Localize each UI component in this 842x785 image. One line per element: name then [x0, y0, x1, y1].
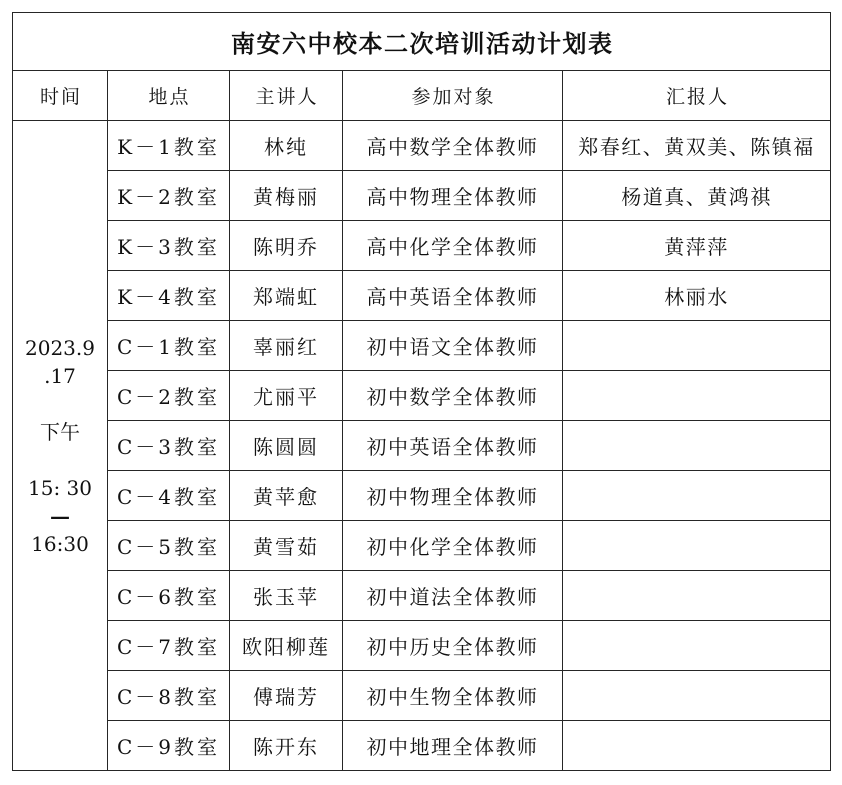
reporter-cell: 杨道真、黄鸿祺 — [563, 171, 831, 221]
location-cell: C－3教室 — [108, 421, 230, 471]
header-time: 时间 — [13, 71, 108, 121]
audience-cell: 初中历史全体教师 — [343, 621, 563, 671]
speaker-cell: 陈明乔 — [230, 221, 343, 271]
location-cell: C－9教室 — [108, 721, 230, 771]
header-location: 地点 — [108, 71, 230, 121]
reporter-cell — [563, 671, 831, 721]
location-cell: K－3教室 — [108, 221, 230, 271]
table-row — [13, 521, 831, 571]
location-cell: C－4教室 — [108, 471, 230, 521]
table-row — [13, 371, 831, 421]
location-cell: K－4教室 — [108, 271, 230, 321]
speaker-cell: 黄梅丽 — [230, 171, 343, 221]
table-row — [13, 221, 831, 271]
header-speaker: 主讲人 — [230, 71, 343, 121]
location-cell: C－2教室 — [108, 371, 230, 421]
table-row — [13, 121, 831, 171]
table-row — [13, 171, 831, 221]
speaker-cell: 郑端虹 — [230, 271, 343, 321]
time-date-line2: .17 — [44, 363, 76, 388]
time-spacer — [13, 446, 107, 474]
speaker-cell: 欧阳柳莲 — [230, 621, 343, 671]
header-audience: 参加对象 — [343, 71, 563, 121]
table-title: 南安六中校本二次培训活动计划表 — [13, 13, 831, 71]
audience-cell: 初中生物全体教师 — [343, 671, 563, 721]
audience-cell: 初中数学全体教师 — [343, 371, 563, 421]
reporter-cell — [563, 371, 831, 421]
table-row — [13, 671, 831, 721]
speaker-cell: 林纯 — [230, 121, 343, 171]
table-row — [13, 421, 831, 471]
header-reporter: 汇报人 — [563, 71, 831, 121]
audience-cell: 初中化学全体教师 — [343, 521, 563, 571]
time-end: 16:30 — [31, 531, 89, 556]
audience-cell: 初中道法全体教师 — [343, 571, 563, 621]
audience-cell: 高中英语全体教师 — [343, 271, 563, 321]
reporter-cell: 郑春红、黄双美、陈镇福 — [563, 121, 831, 171]
time-cell — [13, 121, 108, 771]
reporter-cell — [563, 521, 831, 571]
table-row — [13, 271, 831, 321]
speaker-cell: 黄雪茹 — [230, 521, 343, 571]
table-row — [13, 321, 831, 371]
time-period: 下午 — [40, 419, 80, 444]
location-cell: C－6教室 — [108, 571, 230, 621]
reporter-cell — [563, 471, 831, 521]
time-start: 15: 30 — [28, 475, 92, 500]
audience-cell: 高中物理全体教师 — [343, 171, 563, 221]
location-cell: C－1教室 — [108, 321, 230, 371]
reporter-cell — [563, 621, 831, 671]
audience-cell: 初中物理全体教师 — [343, 471, 563, 521]
audience-cell: 高中数学全体教师 — [343, 121, 563, 171]
reporter-cell — [563, 321, 831, 371]
time-separator: — — [50, 503, 70, 528]
speaker-cell: 尤丽平 — [230, 371, 343, 421]
header-row — [13, 71, 831, 121]
audience-cell: 高中化学全体教师 — [343, 221, 563, 271]
speaker-cell: 黄苹愈 — [230, 471, 343, 521]
audience-cell: 初中语文全体教师 — [343, 321, 563, 371]
location-cell: C－8教室 — [108, 671, 230, 721]
reporter-cell — [563, 571, 831, 621]
audience-cell: 初中地理全体教师 — [343, 721, 563, 771]
speaker-cell: 辜丽红 — [230, 321, 343, 371]
table-row — [13, 471, 831, 521]
location-cell: C－7教室 — [108, 621, 230, 671]
speaker-cell: 陈开东 — [230, 721, 343, 771]
title-row — [13, 13, 831, 71]
table-row — [13, 571, 831, 621]
location-cell: K－2教室 — [108, 171, 230, 221]
reporter-cell: 黄萍萍 — [563, 221, 831, 271]
audience-cell: 初中英语全体教师 — [343, 421, 563, 471]
speaker-cell: 陈圆圆 — [230, 421, 343, 471]
reporter-cell — [563, 421, 831, 471]
reporter-cell: 林丽水 — [563, 271, 831, 321]
speaker-cell: 傅瑞芳 — [230, 671, 343, 721]
table-row — [13, 621, 831, 671]
location-cell: C－5教室 — [108, 521, 230, 571]
location-cell: K－1教室 — [108, 121, 230, 171]
time-spacer — [13, 390, 107, 418]
table-row — [13, 721, 831, 771]
reporter-cell — [563, 721, 831, 771]
speaker-cell: 张玉苹 — [230, 571, 343, 621]
time-date-line1: 2023.9 — [25, 335, 95, 360]
training-plan-table — [12, 12, 831, 771]
